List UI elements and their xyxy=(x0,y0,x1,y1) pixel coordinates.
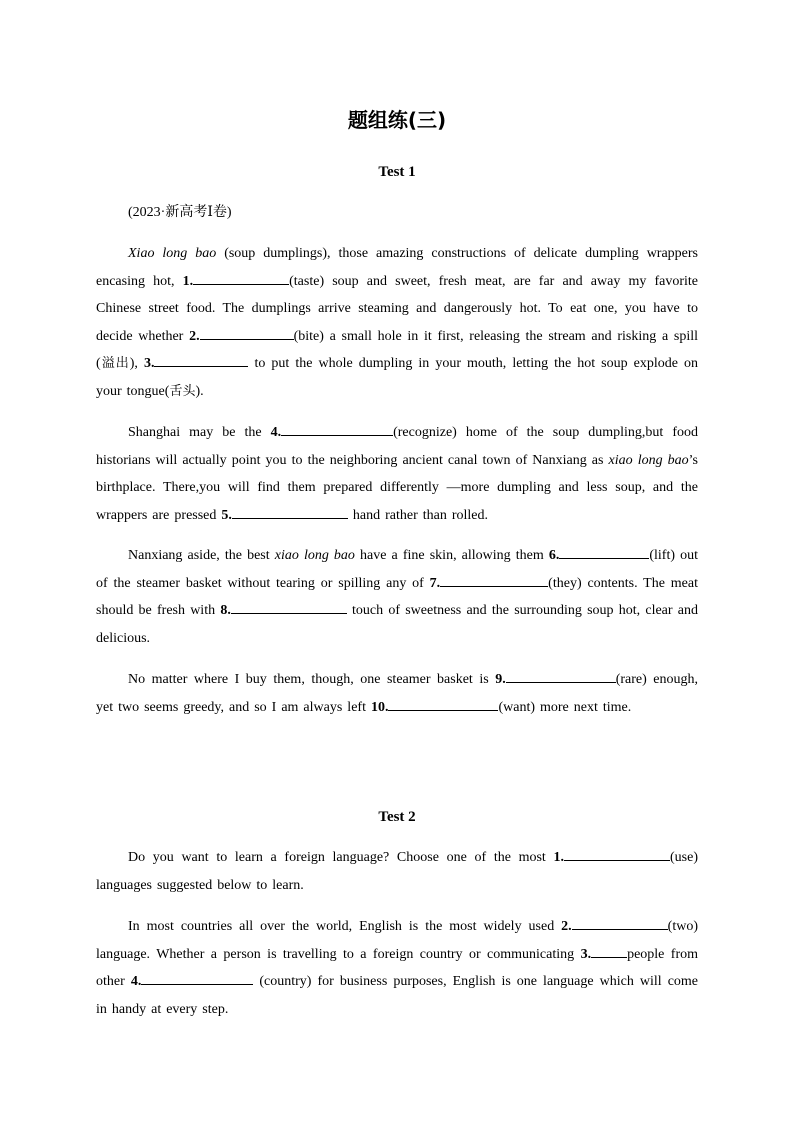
text: (two) language. Whether a person is travelling to a foreign country or communicating xyxy=(96,919,698,962)
blank-number-3: 3. xyxy=(580,946,592,962)
text: Do you want to learn a foreign language? Choose one of the most xyxy=(128,850,554,865)
blank-number-1: 1. xyxy=(553,850,564,865)
text: ). xyxy=(195,383,204,399)
text: Nanxiang aside, the best xyxy=(128,548,275,563)
blank-number-8: 8. xyxy=(220,603,231,619)
text: (use) languages suggested below to learn. xyxy=(96,850,698,893)
blank-number-3: 3. xyxy=(143,356,155,372)
text: (want) more next time. xyxy=(498,699,632,715)
blank-number-6: 6. xyxy=(548,548,560,563)
answer-blank-6[interactable] xyxy=(559,544,649,559)
test1-paragraph-3 xyxy=(96,542,698,652)
text: (country) for business purposes, English is one language which will come in handy at every step. xyxy=(96,974,699,1017)
blank-number-4: 4. xyxy=(130,974,142,990)
test1-source: (2023·新高考Ⅰ卷) xyxy=(128,205,232,220)
test1-heading: Test 1 xyxy=(378,164,416,180)
blank-number-7: 7. xyxy=(429,575,441,591)
text: Shanghai may be the xyxy=(128,425,271,440)
blank-number-2: 2. xyxy=(189,328,200,344)
text: to put the whole dumpling in your mouth, letting the hot soup explode on your tongue( xyxy=(96,356,698,399)
answer-blank-7[interactable] xyxy=(440,572,548,587)
chinese-gloss: 溢出 xyxy=(100,356,130,372)
italic-term: xiao long bao xyxy=(274,548,355,563)
test1-paragraph-2 xyxy=(96,419,698,529)
text: hand rather than rolled. xyxy=(347,507,489,523)
answer-blank-2[interactable] xyxy=(200,325,294,340)
answer-blank-2[interactable] xyxy=(572,915,668,930)
blank-number-2: 2. xyxy=(561,919,572,934)
text: touch of sweetness and the surrounding soup hot, clear and delicious. xyxy=(96,603,698,646)
answer-blank-1[interactable] xyxy=(193,270,289,285)
text: (recognize) home of the soup dumpling,but food historians will actually point you to the neighboring ancient canal town of Nanxiang as xyxy=(96,425,698,468)
answer-blank-1[interactable] xyxy=(564,846,670,861)
answer-blank-5[interactable] xyxy=(232,504,348,519)
text: ’s birthplace. There,you will find them prepared differently —more dumpling and less soup, and the wrappers are pressed xyxy=(96,452,698,523)
blank-number-4: 4. xyxy=(270,425,282,440)
test1-paragraph-4 xyxy=(96,666,698,721)
answer-blank-9[interactable] xyxy=(506,668,616,683)
answer-blank-3[interactable] xyxy=(591,943,627,958)
text: (lift) out of the steamer basket without tearing or spilling any of xyxy=(96,548,699,591)
text: (bite) a small hole in it first, releasing the stream and risking a spill ( xyxy=(96,328,698,372)
test2-paragraph-2 xyxy=(96,913,698,1023)
blank-number-9: 9. xyxy=(495,672,506,687)
blank-number-10: 10. xyxy=(370,699,389,715)
chinese-gloss: 舌头 xyxy=(169,383,196,399)
text: (rare) enough, yet two seems greedy, and so I am always left xyxy=(96,672,698,715)
blank-number-1: 1. xyxy=(182,273,194,289)
text: ), xyxy=(129,356,144,372)
test1-paragraph-1 xyxy=(96,240,698,406)
italic-term: Xiao long bao xyxy=(128,246,217,261)
answer-blank-8[interactable] xyxy=(231,599,347,614)
answer-blank-4[interactable] xyxy=(141,970,253,985)
test2-heading: Test 2 xyxy=(378,809,416,825)
italic-term: xiao long bao xyxy=(608,452,689,468)
text: In most countries all over the world, English is the most widely used xyxy=(128,919,562,934)
text: (taste) soup and sweet, fresh meat, are far and away my favorite Chinese street food. The dumplings arrive steaming and dangerously hot. To eat one, you have to decide whether xyxy=(96,273,698,344)
answer-blank-10[interactable] xyxy=(388,696,498,711)
text: have a fine skin, allowing them xyxy=(354,548,549,563)
text: people from other xyxy=(96,946,699,990)
page-title: 题组练(三) xyxy=(347,108,447,132)
text: (soup dumplings), those amazing constructions of delicate dumpling wrappers encasing hot, xyxy=(96,246,698,289)
text: No matter where I buy them, though, one steamer basket is xyxy=(128,672,496,687)
answer-blank-4[interactable] xyxy=(281,421,393,436)
blank-number-5: 5. xyxy=(221,507,232,523)
answer-blank-3[interactable] xyxy=(154,352,248,367)
test2-paragraph-1 xyxy=(96,844,698,899)
text: (they) contents. The meat should be fresh with xyxy=(96,575,698,619)
